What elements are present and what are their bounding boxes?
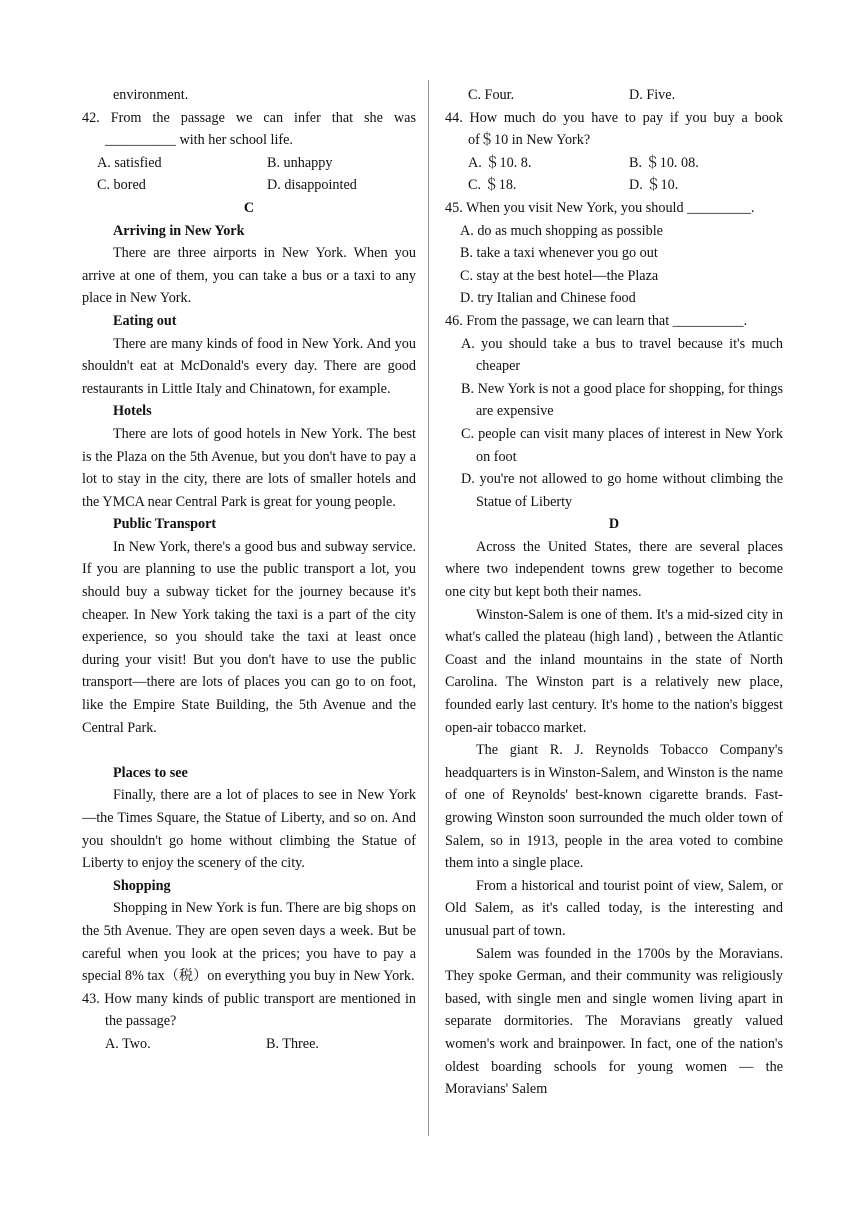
paragraph-d-2: Winston-Salem is one of them. It's a mid-sized city in what's called the plateau (high land) , between the Atlantic Coast and the inland mountains in the state of North Carolina. The Winston part is a relatively new place, founded early last century. It's home to the nation's biggest open-air tobacco market.	[445, 606, 783, 736]
heading-hotels: Hotels	[113, 403, 152, 420]
question-43-continued	[445, 84, 783, 107]
option-43-d: D. Five.	[629, 87, 676, 103]
blank-line	[82, 739, 416, 762]
paragraph-hotels: There are lots of good hotels in New York. The best is the Plaza on the 5th Avenue, but you don't have to pay a lot to stay in the city, there are lots of smaller hotels and the YMCA near Central Park is great for young people.	[82, 425, 416, 510]
option-45-b: B. take a taxi whenever you go out	[460, 245, 658, 262]
option-44-d: D. ＄10.	[629, 177, 679, 194]
question-44	[445, 107, 783, 197]
option-46-a: A. you should take a bus to travel because it's much cheaper	[461, 335, 783, 375]
option-44-a: A. ＄10. 8.	[468, 154, 532, 171]
option-43-c: C. Four.	[468, 87, 515, 103]
option-46-b: B. New York is not a good place for shopping, for things are expensive	[461, 380, 783, 420]
passage-b-ending: environment.	[113, 87, 189, 103]
option-44-c: C. ＄18.	[468, 177, 517, 194]
option-45-c: C. stay at the best hotel—the Plaza	[460, 267, 659, 284]
option-46-d: D. you're not allowed to go home without climbing the Statue of Liberty	[461, 471, 783, 510]
option-43-b: B. Three.	[266, 1035, 319, 1052]
option-42-b: B. unhappy	[267, 154, 333, 171]
heading-places-to-see: Places to see	[113, 764, 188, 781]
column-divider	[428, 80, 429, 1136]
option-42-d: D. disappointed	[267, 177, 357, 194]
heading-eating-out: Eating out	[113, 312, 177, 329]
question-42	[82, 107, 416, 197]
question-46-stem: 46. From the passage, we can learn that __________.	[445, 312, 748, 329]
option-45-d: D. try Italian and Chinese food	[460, 290, 636, 307]
paragraph-places-to-see: Finally, there are a lot of places to see in New York—the Times Square, the Statue of Liberty, and so on. And you shouldn't go home without climbing the Statue of Liberty to enjoy the scenery of the city.	[82, 787, 416, 872]
paragraph-shopping: Shopping in New York is fun. There are big shops on the 5th Avenue. They are open seven days a week. But be careful when you look at the prices; you have to pay a special 8% tax（税）on everything you buy in New York.	[82, 900, 416, 985]
question-42-stem: 42. From the passage we can infer that she was __________ with her school life.	[82, 109, 416, 149]
option-42-c: C. bored	[97, 177, 146, 194]
option-45-a: A. do as much shopping as possible	[460, 222, 663, 239]
question-43	[82, 988, 416, 1056]
paragraph-d-1: Across the United States, there are several places where two independent towns grew together to become one city but kept both their names.	[445, 538, 783, 601]
option-42-a: A. satisfied	[97, 154, 162, 171]
left-column	[82, 84, 416, 1056]
section-c-heading: C	[243, 199, 255, 216]
heading-public-transport: Public Transport	[113, 516, 217, 533]
question-43-stem: 43. How many kinds of public transport are mentioned in the passage?	[82, 990, 416, 1030]
paragraph-public-transport: In New York, there's a good bus and subway service. If you are planning to use the public transport a lot, you should buy a subway ticket for the journey because it's cheaper. In New York taking the taxi is a part of the city experience, so you should take the taxi at least once during your visit! But you don't have to use the public transport—there are lots of places you can go to on foot, like the Empire State Building, the 5th Avenue and the Central Park.	[82, 538, 416, 736]
right-column	[445, 84, 783, 1101]
paragraph-eating-out: There are many kinds of food in New York. And you shouldn't eat at McDonald's every day. There are good restaurants in Little Italy and Chinatown, for example.	[82, 335, 416, 397]
paragraph-d-3: The giant R. J. Reynolds Tobacco Company's headquarters is in Winston-Salem, and Winston is the name of one of Reynolds' best-known cigarette brands. Fast-growing Winston soon surrounded the much older town of Salem, so in 1913, people in the area voted to combine them into a single place.	[445, 742, 783, 872]
question-45	[445, 197, 783, 310]
question-44-stem: 44. How much do you have to pay if you buy a book of＄10 in New York?	[445, 109, 783, 149]
question-46	[445, 310, 783, 513]
option-44-b: B. ＄10. 08.	[629, 154, 699, 171]
option-46-c: C. people can visit many places of interest in New York on foot	[461, 425, 783, 465]
section-d-heading: D	[608, 516, 620, 533]
heading-arriving: Arriving in New York	[113, 222, 245, 239]
option-43-a: A. Two.	[105, 1035, 151, 1052]
paragraph-d-5: Salem was founded in the 1700s by the Moravians. They spoke German, and their community was religiously based, with single men and single women living apart in separate dormitories. The Moravians greatly valued women's work and brainpower. In fact, one of the nation's oldest boarding schools for young women — the Moravians' Salem	[445, 945, 783, 1098]
paragraph-arriving: There are three airports in New York. When you arrive at one of them, you can take a bus or a taxi to any place in New York.	[82, 245, 416, 307]
paragraph-d-4: From a historical and tourist point of view, Salem, or Old Salem, as it's called today, is the interesting and unusual part of town.	[445, 877, 783, 939]
heading-shopping: Shopping	[113, 877, 171, 894]
question-45-stem: 45. When you visit New York, you should _________.	[445, 199, 755, 216]
